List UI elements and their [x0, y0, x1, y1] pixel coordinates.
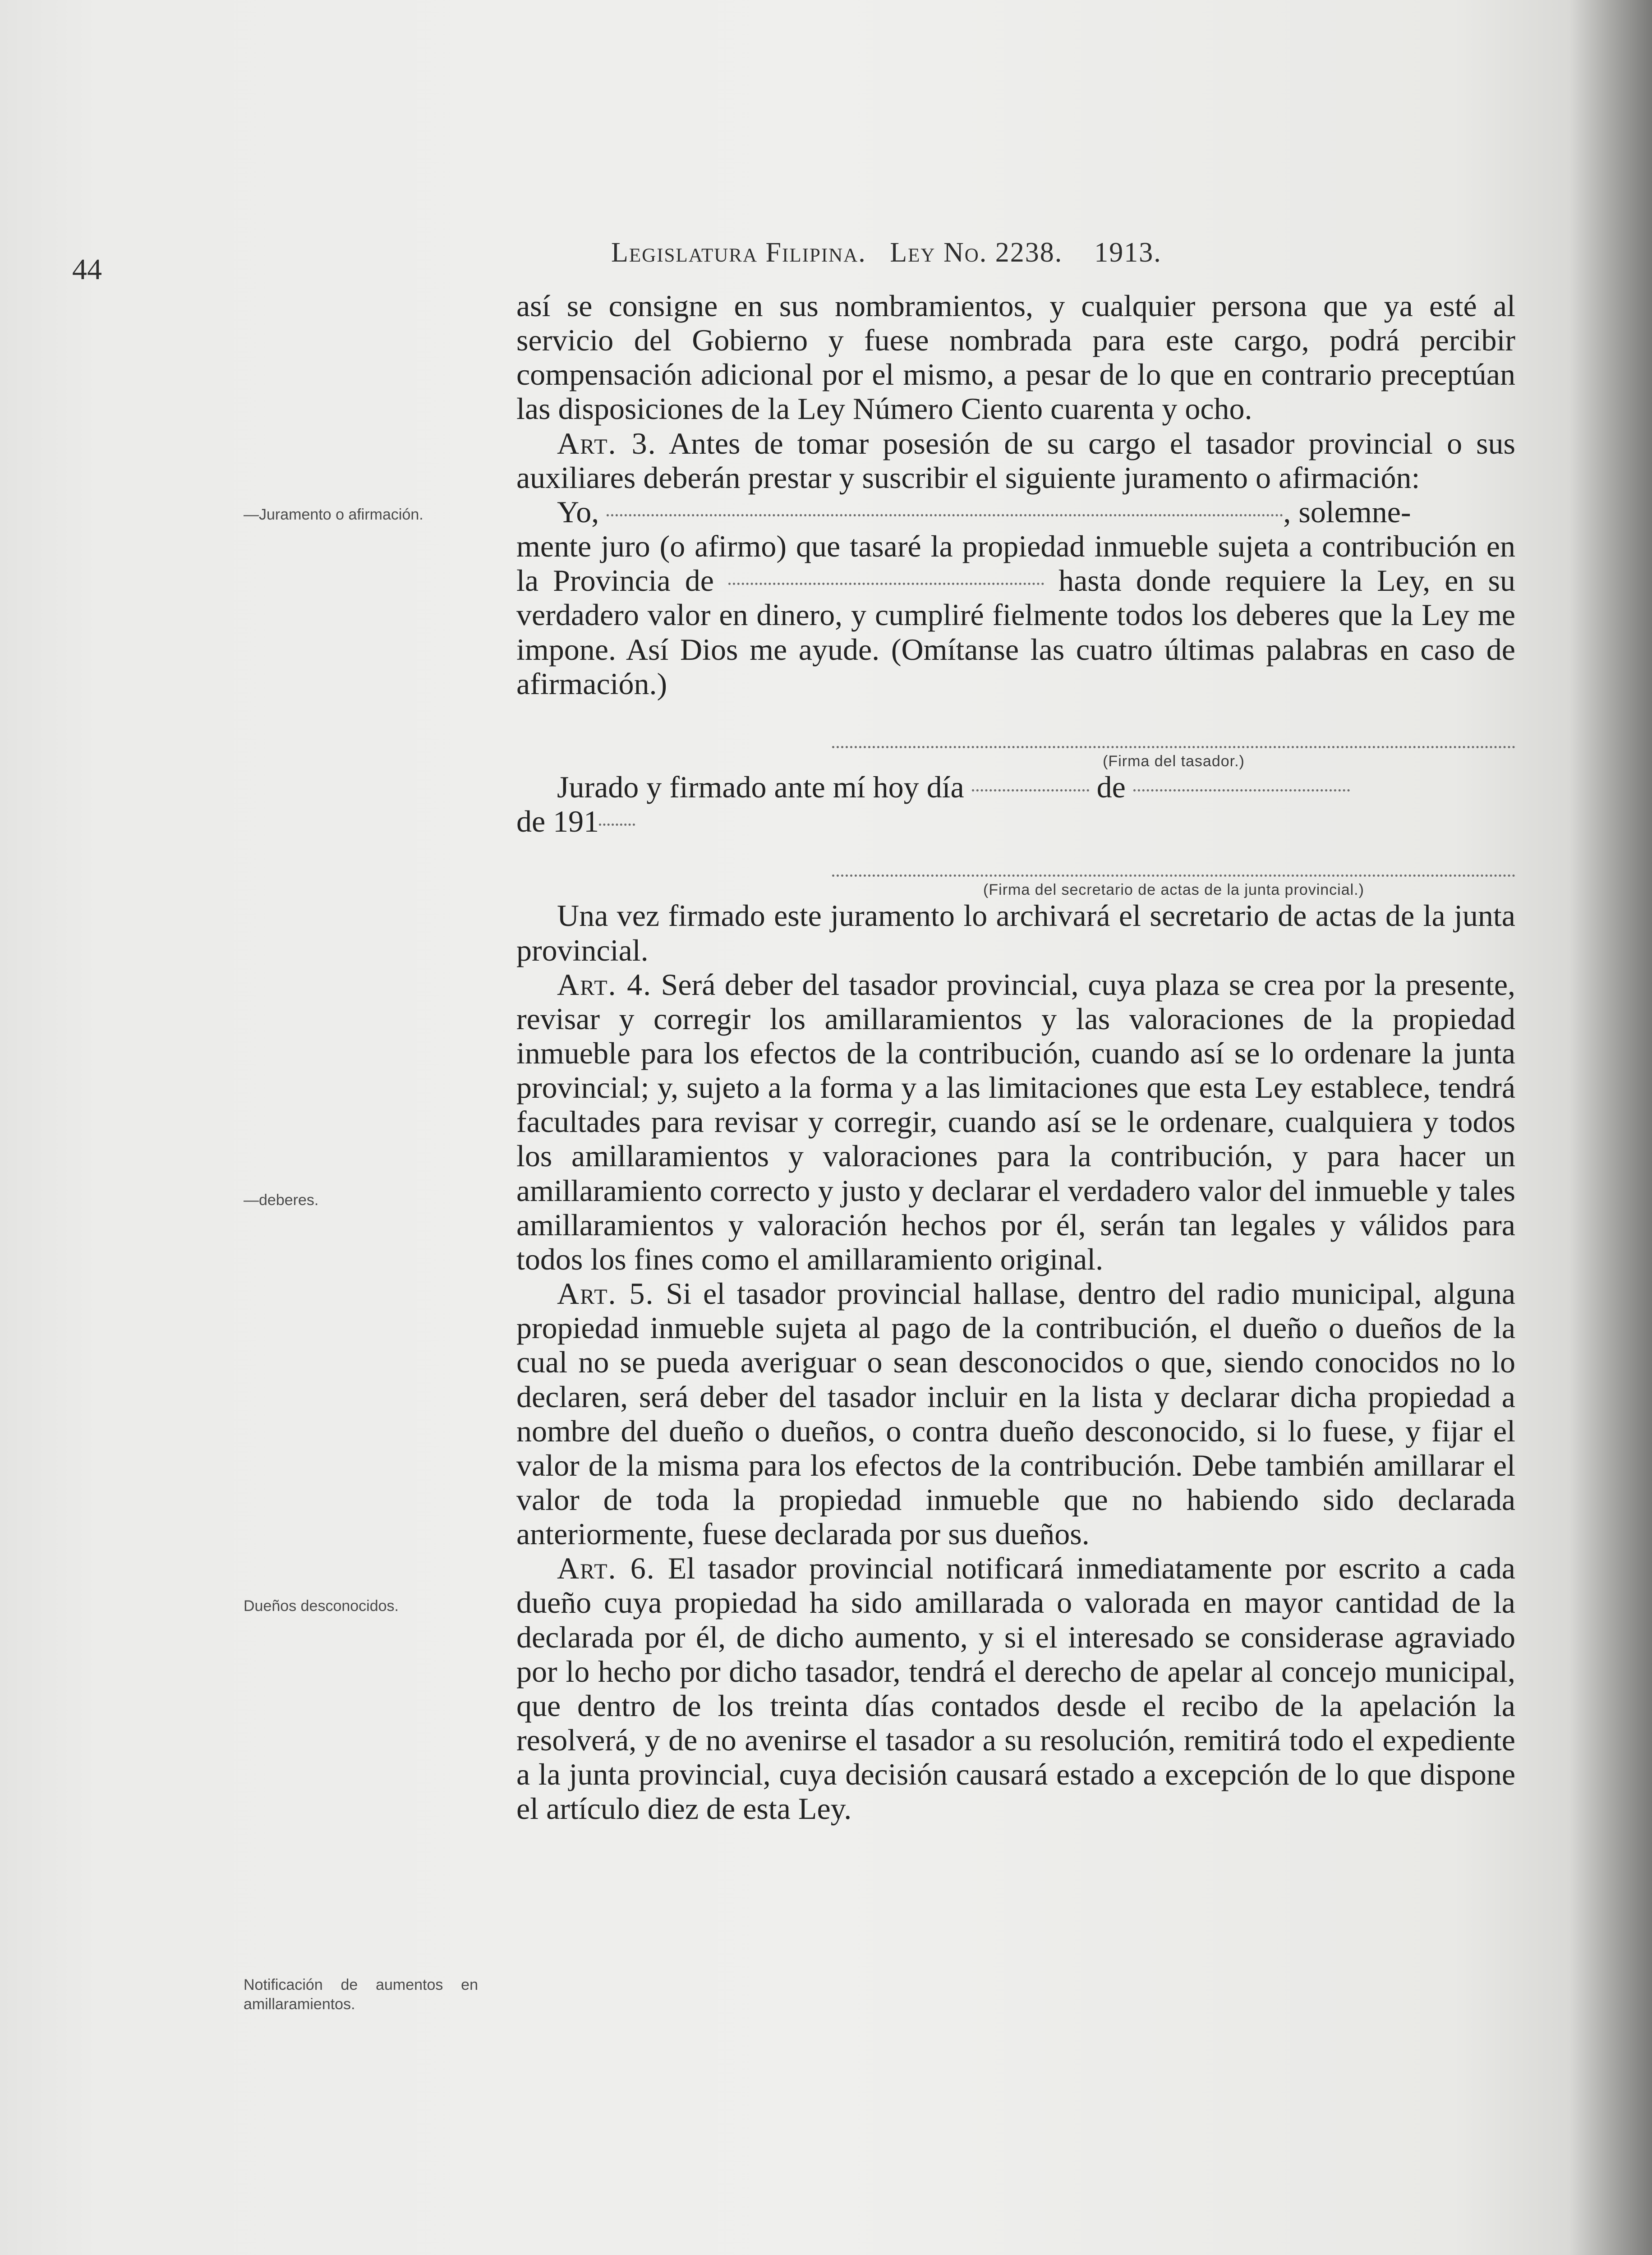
margin-note-notificacion: Notificación de aumentos en amillaramientos. [244, 1976, 478, 2013]
header-year: 1913. [1094, 237, 1162, 268]
jurado-year-blank [599, 824, 635, 826]
oath-solemnemente: , solemne- [1283, 494, 1411, 529]
main-text [516, 289, 1515, 1826]
signature-secretario [832, 874, 1515, 898]
paragraph-archivo: Una vez firmado este juramento lo archivará el secretario de actas de la junta provincial. [516, 898, 1515, 967]
jurado-text: Jurado y firmado ante mí hoy día [557, 769, 964, 804]
page-number: 44 [72, 253, 102, 286]
signature-line-tasador [832, 746, 1515, 748]
article-5-label: Art. 5. [557, 1276, 654, 1311]
signature-caption-secretario: (Firma del secretario de actas de la junta provincial.) [983, 881, 1364, 899]
signature-caption-tasador: (Firma del tasador.) [1103, 752, 1245, 770]
oath-text-2: hasta donde requiere la Ley, en su verdadero valor en dinero, y cumpliré fielmente todos los deberes que la Ley me impone. Así Dios me ayude. (Omítanse las cuatro últimas palabras en caso de afirmación.) [516, 563, 1515, 701]
running-header [611, 237, 1468, 269]
oath-line-1 [516, 495, 1515, 529]
article-4-label: Art. 4. [557, 967, 652, 1002]
jurado-month-blank [1133, 789, 1350, 792]
header-legislature: Legislatura Filipina. [611, 237, 866, 268]
oath-province-blank [728, 583, 1044, 585]
jurado-year-line [516, 804, 1515, 838]
margin-note-juramento: —Juramento o afirmación. [244, 506, 423, 523]
article-6-label: Art. 6. [557, 1551, 655, 1586]
article-3-label: Art. 3. [557, 426, 657, 460]
article-6-text: El tasador provincial notificará inmediatamente por escrito a cada dueño cuya propiedad ha sido amillarada o valorada en mayor cantidad de la declarada por él, de dicho aumento, y si el interesado se considerase agraviado por lo hecho por dicho tasador, tendrá el derecho de apelar al concejo municipal, que dentro de los treinta días contados desde el recibo de la apelación la resolverá, y de no avenirse el tasador a su resolución, remitirá todo el expediente a la junta provincial, cuya decisión causará estado a excepción de lo que dispone el artículo diez de esta Ley. [516, 1551, 1515, 1826]
jurado-year: de 191 [516, 804, 599, 839]
article-4 [516, 967, 1515, 1276]
margin-note-duenos: Dueños desconocidos. [244, 1597, 399, 1615]
paragraph-continuation: así se consigne en sus nombramientos, y cualquier persona que ya esté al servicio del Gobierno y fuese nombrada para este cargo, podrá percibir compensación adicional por el mismo, a pesar de lo que en contrario preceptúan las disposiciones de la Ley Número Ciento cuarenta y ocho. [516, 289, 1515, 426]
oath-text-1: mente juro (o afirmo) que tasaré la propiedad inmueble sujeta a contribución en la Provincia de [516, 529, 1515, 598]
article-5-text: Si el tasador provincial hallase, dentro del radio municipal, alguna propiedad inmueble sujeta al pago de la contribución, el dueño o dueños de la cual no se pueda averiguar o sean desconocidos o que, siendo conocidos no lo declaren, será deber del tasador incluir en la lista y declarar dicha propiedad a nombre del dueño o dueños, o contra dueño desconocido, si lo fuese, y fijar el valor de la misma para los efectos de la contribución. Debe también amillarar el valor de toda la propiedad inmueble que no habiendo sido declarada anteriormente, fuese declarada por sus dueños. [516, 1276, 1516, 1551]
oath-name-blank [607, 514, 1283, 516]
article-5 [516, 1276, 1515, 1551]
oath-line-2 [516, 529, 1515, 701]
signature-line-secretario [832, 874, 1515, 877]
jurado-de: de [1096, 769, 1126, 804]
header-law: Ley No. 2238. [890, 237, 1063, 268]
margin-note-deberes: —deberes. [244, 1192, 319, 1209]
article-6 [516, 1551, 1515, 1826]
article-4-text: Será deber del tasador provincial, cuya plaza se crea por la presente, revisar y corregir los amillaramientos y las valoraciones de la propiedad inmueble para los efectos de la contribución, cuando así se lo ordenare la junta provincial; y, sujeto a la forma y a las limitaciones que esta Ley establece, tendrá facultades para revisar y corregir, cuando así se le ordenare, cualquiera y todos los amillaramientos y valoraciones para la contribución, y para hacer un amillaramiento correcto y justo y declarar el verdadero valor del inmueble y tales amillaramientos y valoración hechos por él, serán tan legales y válidos para todos los fines como el amillaramiento original. [516, 967, 1516, 1276]
jurado-line [516, 770, 1515, 804]
article-3 [516, 426, 1515, 495]
article-3-text: Antes de tomar posesión de su cargo el tasador provincial o sus auxiliares deberán prestar y suscribir el siguiente juramento o afirmación: [516, 426, 1516, 495]
oath-yo: Yo, [557, 494, 599, 529]
signature-tasador [832, 746, 1515, 770]
jurado-day-blank [972, 789, 1089, 792]
